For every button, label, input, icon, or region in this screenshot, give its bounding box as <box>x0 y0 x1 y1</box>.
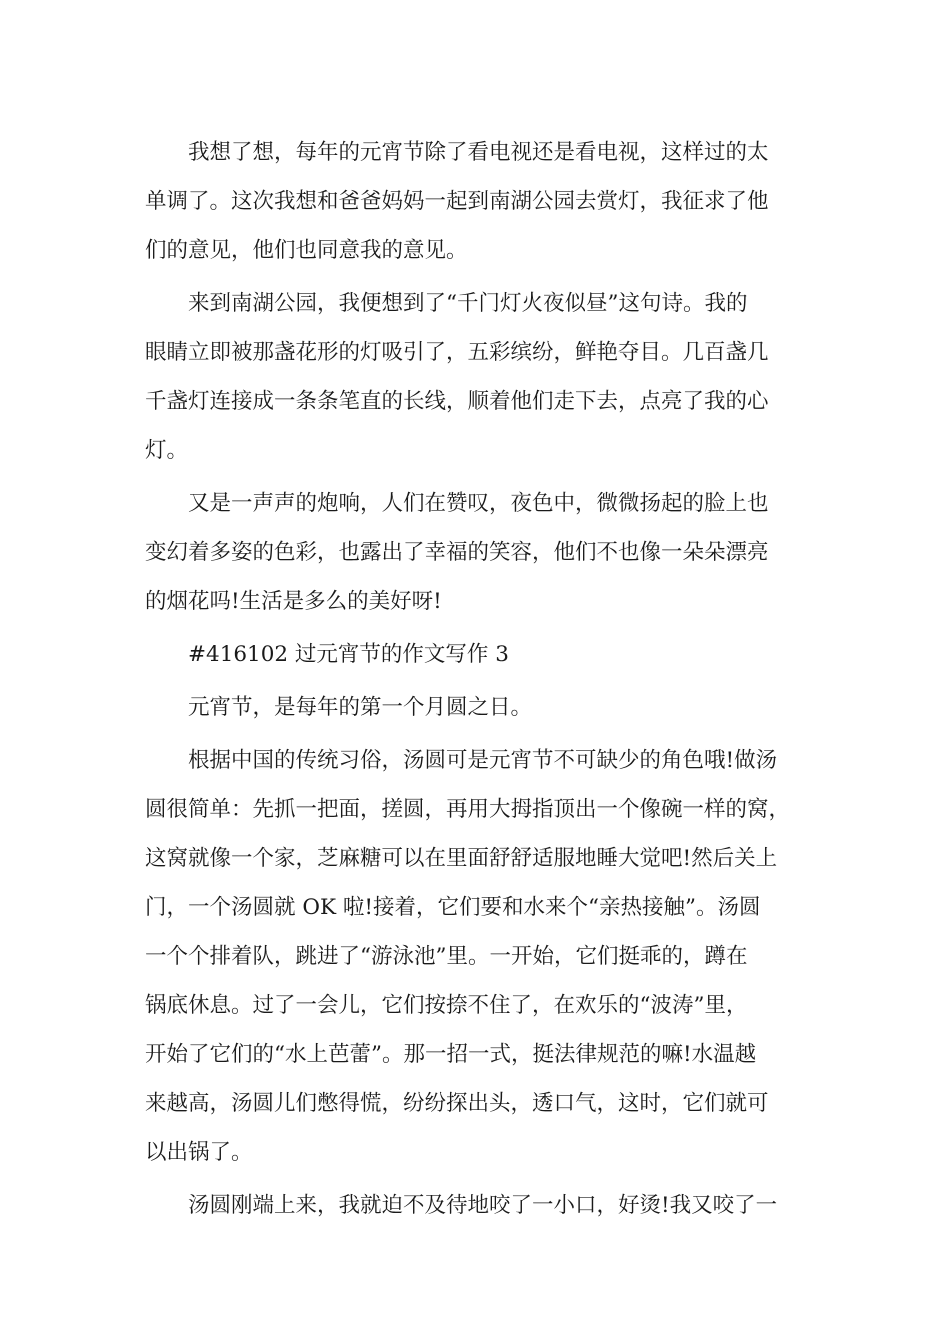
text-line: 开始了它们的“水上芭蕾”。那一招一式，挺法律规范的嘛!水温越 <box>145 1042 757 1067</box>
text-line: 千盏灯连接成一条条笔直的长线，顺着他们走下去，点亮了我的心 <box>145 389 769 414</box>
text-line: 眼睛立即被那盏花形的灯吸引了，五彩缤纷，鲜艳夺目。几百盏几 <box>145 340 769 365</box>
heading-text: #416102 过元宵节的作文写作 3 <box>188 642 509 667</box>
paragraph-1 <box>145 128 810 275</box>
text-line: 单调了。这次我想和爸爸妈妈一起到南湖公园去赏灯，我征求了他 <box>145 189 769 214</box>
paragraph-6 <box>145 1181 810 1230</box>
text-line: 变幻着多姿的色彩，也露出了幸福的笑容，他们不也像一朵朵漂亮 <box>145 540 769 565</box>
paragraph-3 <box>145 479 810 626</box>
text-line: 根据中国的传统习俗，汤圆可是元宵节不可缺少的角色哦!做汤 <box>188 748 778 773</box>
paragraph-2 <box>145 279 810 475</box>
text-line: 一个个排着队，跳进了“游泳池”里。一开始，它们挺乖的，蹲在 <box>145 944 748 969</box>
text-line: 圆很简单：先抓一把面，搓圆，再用大拇指顶出一个像碗一样的窝， <box>145 797 791 822</box>
document-body <box>145 128 810 1234</box>
text-line: 来越高，汤圆儿们憋得慌，纷纷探出头，透口气，这时，它们就可 <box>145 1091 769 1116</box>
paragraph-4 <box>145 683 810 732</box>
text-line: 锅底休息。过了一会儿，它们按捺不住了，在欢乐的“波涛”里， <box>145 993 748 1018</box>
text-line: 我想了想，每年的元宵节除了看电视还是看电视，这样过的太 <box>188 140 769 165</box>
paragraph-5 <box>145 736 810 1177</box>
text-line: 以出锅了。 <box>145 1140 253 1165</box>
text-line: 灯。 <box>145 438 189 463</box>
text-line: 汤圆刚端上来，我就迫不及待地咬了一小口，好烫!我又咬了一 <box>188 1193 778 1218</box>
text-line: 这窝就像一个家，芝麻糖可以在里面舒舒适服地睡大觉吧!然后关上 <box>145 846 778 871</box>
text-line: 又是一声声的炮响，人们在赞叹，夜色中，微微扬起的脸上也 <box>188 491 769 516</box>
section-heading <box>145 630 810 679</box>
text-line: 们的意见，他们也同意我的意见。 <box>145 238 468 263</box>
text-line: 元宵节，是每年的第一个月圆之日。 <box>188 695 533 720</box>
text-line: 门，一个汤圆就 OK 啦!接着，它们要和水来个“亲热接触”。汤圆 <box>145 895 761 920</box>
text-line: 来到南湖公园，我便想到了“千门灯火夜似昼”这句诗。我的 <box>188 291 748 316</box>
text-line: 的烟花吗!生活是多么的美好呀! <box>145 589 442 614</box>
